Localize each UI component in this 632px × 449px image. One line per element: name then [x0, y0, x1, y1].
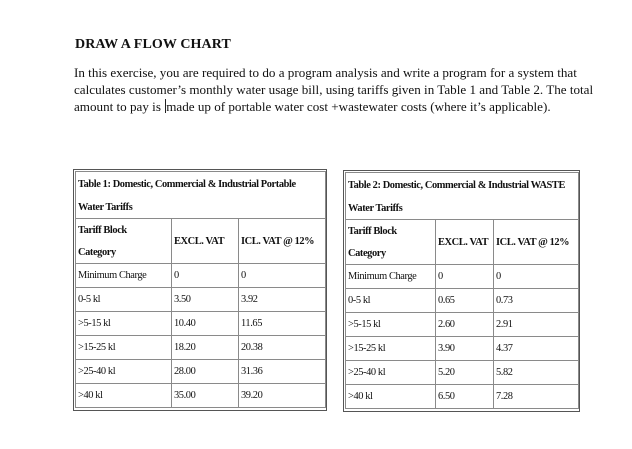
- tariff-block-cell: 0-5 kl: [346, 289, 436, 313]
- excl-vat-cell: 10.40: [172, 312, 239, 336]
- excl-vat-cell: 5.20: [436, 361, 494, 385]
- tariff-block-cell: >15-25 kl: [346, 337, 436, 361]
- table2-category-label: Category: [346, 243, 436, 265]
- excl-vat-cell: 28.00: [172, 360, 239, 384]
- table-row: [76, 336, 326, 360]
- table2-header-row: [346, 220, 579, 244]
- document-heading: DRAW A FLOW CHART: [75, 37, 231, 52]
- incl-vat-cell: 3.92: [239, 288, 326, 312]
- incl-vat-cell: 31.36: [239, 360, 326, 384]
- table2-title-row-2: [346, 197, 579, 220]
- incl-vat-cell: 0: [494, 265, 579, 289]
- tariff-block-cell: Minimum Charge: [76, 264, 172, 288]
- table-row: [346, 337, 579, 361]
- table-row: [346, 385, 579, 409]
- table1-header-excl: EXCL. VAT: [172, 219, 239, 264]
- tariff-block-cell: >5-15 kl: [346, 313, 436, 337]
- table2-title: Table 2: Domestic, Commercial & Industrial WASTE: [346, 173, 579, 198]
- table-row: [76, 264, 326, 288]
- tariff-block-cell: Minimum Charge: [346, 265, 436, 289]
- tariff-block-cell: >5-15 kl: [76, 312, 172, 336]
- paragraph-text-end: made up of portable water cost +wastewater costs (where it’s applicable).: [166, 99, 551, 115]
- excl-vat-cell: 3.50: [172, 288, 239, 312]
- portable-water-tariff-table: [75, 171, 326, 408]
- table1-title-continued: Water Tariffs: [76, 196, 326, 219]
- incl-vat-cell: 0: [239, 264, 326, 288]
- table-row: [76, 360, 326, 384]
- table1-title: Table 1: Domestic, Commercial & Industrial Portable: [76, 172, 326, 197]
- excl-vat-cell: 0: [172, 264, 239, 288]
- incl-vat-cell: 20.38: [239, 336, 326, 360]
- incl-vat-cell: 7.28: [494, 385, 579, 409]
- excl-vat-cell: 18.20: [172, 336, 239, 360]
- table-row: [76, 288, 326, 312]
- excl-vat-cell: 2.60: [436, 313, 494, 337]
- table-row: [346, 313, 579, 337]
- tariff-block-cell: 0-5 kl: [76, 288, 172, 312]
- table-row: [76, 312, 326, 336]
- table2-title-row: [346, 173, 579, 198]
- table1-header-incl: ICL. VAT @ 12%: [239, 219, 326, 264]
- incl-vat-cell: 2.91: [494, 313, 579, 337]
- excl-vat-cell: 0.65: [436, 289, 494, 313]
- excl-vat-cell: 6.50: [436, 385, 494, 409]
- table-row: [346, 289, 579, 313]
- exercise-paragraph: [74, 64, 604, 116]
- table1-title-row: [76, 172, 326, 197]
- table-row: [346, 361, 579, 385]
- table1-category-label: Category: [76, 242, 172, 264]
- table-row: [76, 384, 326, 408]
- table1-header-row: [76, 219, 326, 243]
- excl-vat-cell: 35.00: [172, 384, 239, 408]
- incl-vat-cell: 0.73: [494, 289, 579, 313]
- incl-vat-cell: 39.20: [239, 384, 326, 408]
- table1-title-row-2: [76, 196, 326, 219]
- waste-water-tariff-table: [345, 172, 579, 409]
- tariff-block-cell: >40 kl: [346, 385, 436, 409]
- table2-header-excl: EXCL. VAT: [436, 220, 494, 265]
- incl-vat-cell: 4.37: [494, 337, 579, 361]
- table2-title-continued: Water Tariffs: [346, 197, 579, 220]
- table2-header-incl: ICL. VAT @ 12%: [494, 220, 579, 265]
- tariff-block-cell: >40 kl: [76, 384, 172, 408]
- paragraph-text-start: In this exercise, you are required to do a program analysis and write a program for a system that calculates customer’s monthly water usage bill, using tariffs given in Table 1 and Table 2. The total amount to pay is: [74, 65, 594, 115]
- table2-header-block: Tariff Block: [346, 220, 436, 244]
- excl-vat-cell: 0: [436, 265, 494, 289]
- excl-vat-cell: 3.90: [436, 337, 494, 361]
- incl-vat-cell: 5.82: [494, 361, 579, 385]
- table-row: [346, 265, 579, 289]
- tariff-block-cell: >15-25 kl: [76, 336, 172, 360]
- incl-vat-cell: 11.65: [239, 312, 326, 336]
- tariff-block-cell: >25-40 kl: [346, 361, 436, 385]
- tariff-block-cell: >25-40 kl: [76, 360, 172, 384]
- table1-header-block: Tariff Block: [76, 219, 172, 243]
